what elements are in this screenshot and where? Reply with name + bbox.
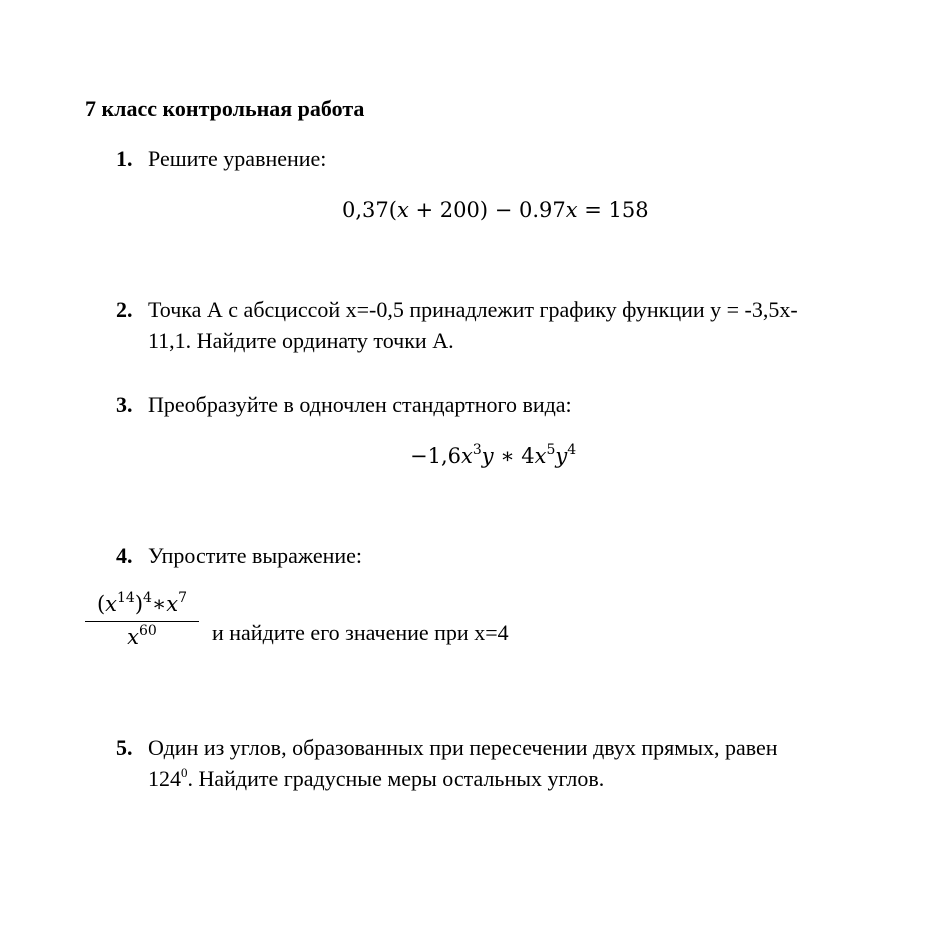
task-5: [116, 732, 916, 794]
task-text: [148, 732, 916, 794]
fraction-numerator: $(x^{14})^4∗x^7$: [85, 592, 199, 622]
task-number: 5.: [116, 735, 133, 760]
equation: 0,37(x + 200) − 0.97x = 158: [342, 198, 649, 222]
task-3: [116, 389, 572, 420]
task-text: Преобразуйте в одночлен стандартного вида:: [148, 392, 572, 417]
task-4-continuation: и найдите его значение при х=4: [212, 620, 509, 645]
task-text: [148, 294, 916, 356]
task-number: 1.: [116, 146, 133, 171]
task-text: Упростите выражение:: [148, 543, 363, 568]
task-2: [116, 294, 916, 356]
task-4: [116, 540, 362, 571]
task-line: Точка А с абсциссой х=-0,5 принадлежит графику функции у = -3,5х-: [148, 297, 798, 322]
degree-mark: 0: [181, 765, 188, 780]
task-number: 4.: [116, 543, 133, 568]
task-number: 2.: [116, 297, 133, 322]
task-number: 3.: [116, 392, 133, 417]
task-line: $124^0$. Найдите градусные меры остальных углов.: [148, 765, 605, 791]
document-title: 7 класс контрольная работа: [85, 96, 365, 121]
task-line: Один из углов, образованных при пересечении двух прямых, равен: [148, 735, 778, 760]
fraction-denominator: $x^{60}$: [127, 623, 157, 649]
task-line: 11,1. Найдите ординату точки А.: [148, 328, 454, 353]
monomial-expression: $-1,6x^3y$ ∗ $4x^5y^4$: [410, 442, 577, 468]
task-1: [116, 143, 326, 174]
fraction-expression: [85, 592, 199, 649]
task-text: Решите уравнение:: [148, 146, 327, 171]
